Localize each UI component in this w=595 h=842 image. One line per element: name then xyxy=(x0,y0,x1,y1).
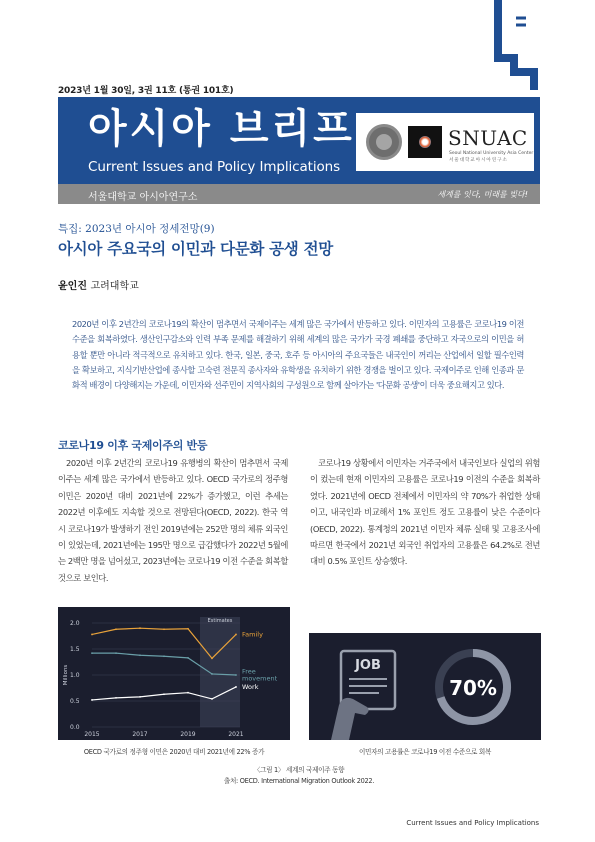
data-point xyxy=(211,698,213,700)
x-tick-label: 2019 xyxy=(180,731,196,738)
logo-english-name: Seoul National University Asia Center xyxy=(449,151,534,156)
data-point xyxy=(91,699,93,701)
data-point xyxy=(187,628,189,630)
snuac-logo-text: SNUAC xyxy=(448,126,528,150)
data-point xyxy=(211,657,213,659)
data-point xyxy=(139,696,141,698)
author xyxy=(58,277,139,292)
corner-decoration xyxy=(486,0,546,90)
legend-label: movement xyxy=(242,674,278,683)
legend-label: Family xyxy=(242,630,263,639)
x-tick-label: 2021 xyxy=(228,731,244,738)
data-point xyxy=(139,654,141,656)
data-point xyxy=(235,674,237,676)
chart-legend xyxy=(242,630,278,691)
paragraph: 코로나19 상황에서 이민자는 거주국에서 내국인보다 실업의 위험이 컸는데 현재 이민자의 고용률은 코로나19 이전의 수준을 회복하였다. 2021년에 OECD 전체에서 이민자의 약 70%가 취업한 상태이고, 내국인과 비교해서 1% 포인트 정도 고용률이 낮은 수준이다(OECD, 2022). 통계청의 2021년 이민자 체류 실태 및 고용조사에 따르면 한국에서 2021년 외국인 취업자의 고용률은 64.2%로 전년 대비 0.5% 포인트 상승했다. xyxy=(310,458,540,567)
hand-icon xyxy=(331,698,369,740)
job-photo xyxy=(309,633,541,740)
estimates-label: Estimates xyxy=(207,618,233,624)
section-heading: 코로나19 이후 국제이주의 반등 xyxy=(58,439,208,452)
data-point xyxy=(139,627,141,629)
institute-slogan: 세계를 잇다, 미래를 빚다! xyxy=(437,190,528,199)
data-point xyxy=(235,634,237,636)
figure-caption: 〈그림 1〉 세계의 국제이주 동향 xyxy=(253,766,345,774)
article-title: 아시아 주요국의 이민과 다문화 공생 전망 xyxy=(58,239,333,258)
data-point xyxy=(91,652,93,654)
data-point xyxy=(211,673,213,675)
y-tick-label: 0.5 xyxy=(70,698,80,705)
chart-svg xyxy=(58,607,290,740)
legend-label: Free xyxy=(242,667,256,676)
y-tick-label: 1.0 xyxy=(70,672,80,679)
y-tick-label: 0.0 xyxy=(70,724,80,731)
publication-title: 아시아 브리프 xyxy=(88,106,355,152)
issue-date: 2023년 1월 30일, 3권 11호 (통권 101호) xyxy=(58,86,234,96)
data-point xyxy=(187,657,189,659)
job-illustration xyxy=(309,633,541,740)
data-point xyxy=(235,686,237,688)
logo-korean-name: 서울대학교아시아연구소 xyxy=(449,158,508,163)
body-column-left xyxy=(58,455,288,586)
data-point xyxy=(115,697,117,699)
y-tick-label: 2.0 xyxy=(70,620,80,627)
institute-bar xyxy=(58,184,540,204)
logo-panel xyxy=(356,113,534,171)
publication-subtitle: Current Issues and Policy Implications xyxy=(88,159,341,175)
footer: Current Issues and Policy Implications xyxy=(406,819,539,827)
y-tick-label: 1.5 xyxy=(70,646,80,653)
data-point xyxy=(163,628,165,630)
data-point xyxy=(163,655,165,657)
data-point xyxy=(187,692,189,694)
center-logo-icon xyxy=(408,126,442,158)
job-sign-text: JOB xyxy=(355,658,381,673)
photo-caption: 이민자의 고용률은 코로나19 이전 수준으로 회복 xyxy=(358,748,492,756)
y-axis-label: Millions xyxy=(63,664,69,686)
institute-name: 서울대학교 아시아연구소 xyxy=(88,192,198,203)
migration-chart xyxy=(58,607,290,740)
author-name: 윤인진 xyxy=(58,281,87,292)
legend-label: Work xyxy=(242,682,259,691)
masthead xyxy=(58,97,540,184)
abstract: 2020년 이후 2년간의 코로나19의 확산이 멈추면서 국제이주는 세계 많은 국가에서 반등하고 있다. 이민자의 고용률은 코로나19 이전 수준을 회복하였다. 생산인구감소와 인력 부족 문제를 해결하기 위해 세계의 많은 국가가 국경 폐쇄를 중단하고 자국으로의 이민을 허용할 뿐만 아니라 적극적으로 유치하고 있다. 한국, 일본, 중국, 호주 등 아시아의 주요국들은 내국인이 꺼리는 산업에서 일할 필수인력을 확보하고, 지식기반산업에 종사할 고숙련 전문직 종사자와 유학생을 유치하기 위한 경쟁을 벌이고 있다. 국제이주로 인해 인종과 문화적 배경이 다양해지는 가운데, 이민자와 선주민이 지역사회의 구성원으로 함께 살아가는 '다문화 공생'이 더욱 중요해지고 있다. xyxy=(72,319,524,391)
data-point xyxy=(163,693,165,695)
data-point xyxy=(91,634,93,636)
series-label: 특집: 2023년 아시아 정세전망(9) xyxy=(58,223,215,235)
figure-source: 출처: OECD. International Migration Outlook 2022. xyxy=(223,777,375,785)
data-point xyxy=(115,628,117,630)
x-tick-label: 2015 xyxy=(84,731,100,738)
chart-caption: OECD 국가로의 정주형 이민은 2020년 대비 2021년에 22% 증가 xyxy=(83,748,265,756)
university-seal-icon xyxy=(366,124,402,160)
job-percent-text: 70% xyxy=(449,676,497,700)
x-tick-label: 2017 xyxy=(132,731,148,738)
data-point xyxy=(115,652,117,654)
author-affiliation: 고려대학교 xyxy=(90,281,139,292)
estimates-band xyxy=(200,617,240,727)
body-column-right xyxy=(310,455,540,570)
paragraph: 2020년 이후 2년간의 코로나19 유행병의 확산이 멈추면서 국제이주는 세계 많은 국가에서 반등하고 있다. OECD 국가로의 정주형 이민은 2020년 대비 2021년에 22%가 증가했고, 이런 추세는 2022년 이후에도 지속할 것으로 전망된다(OECD, 2022). 한국 역시 코로나19가 발생하기 전인 2019년에는 252만 명의 체류 외국인이 있었는데, 2021년에는 195만 명으로 급감했다가 2022년 5월에는 2백만 명을 넘어섰고, 2023년에는 코로나19 이전 수준을 회복할 것으로 보인다. xyxy=(58,458,288,583)
